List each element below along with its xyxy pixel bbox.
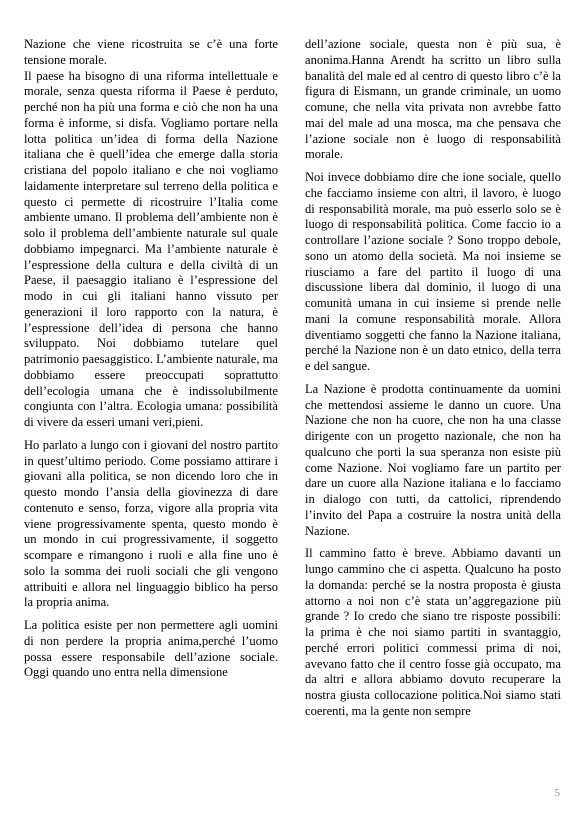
left-column (24, 37, 278, 681)
right-column (305, 37, 561, 720)
paragraph: Ho parlato a lungo con i giovani del nostro partito in quest’ultimo periodo. Come possiamo attirare i giovani alla politica, se non dicendo loro che in questo mondo l’ansia della giovinezza di dare contenuto e senso, forza, vigore alla propria vita viene progressivamente spenta, questo mondo è un mondo in cui progressivamente, il soggetto scompare e rimangono i ruoli e alla fine uno è solo la somma dei ruoli sociali che gli vengono attribuiti e allora nel linguaggio biblico ha perso la propria anima. (24, 437, 278, 610)
paragraph: Nazione che viene ricostruita se c’è una forte tensione morale. (24, 37, 278, 67)
paragraph: Il paese ha bisogno di una riforma intellettuale e morale, senza questa riforma il Paese è perduto, perché non ha più una forma e ciò che non ha una forma è informe, si disfa. Vogliamo portare nella lotta politica un’idea di forma della Nazione italiana che è quell’idea che emerge dalla storia cristiana del popolo italiano e che noi vogliamo laidamente interpretare sul terreno della politica e questo ci permette di ricostruire l’Italia come ambiente umano. Il problema dell’ambiente non è solo il problema dell’ambiente naturale sul quale dobbiamo impegnarci. Ma l’ambiente naturale è l’espressione della cultura e della civiltà di un Paese, il paesaggio italiano è l’espressione del modo in cui gli italiani hanno vissuto per generazioni il loro rapporto con la natura, è l’espressione dell’idea di persona che hanno sviluppato. Noi dobbiamo tutelare quel patrimonio paesaggistico. L’ambiente naturale, ma dobbiamo essere preoccupati soprattutto dell’ecologia umana che è indissolubilmente congiunta con l’altra. Ecologia umana: possibilità di vivere da esseri umani veri,pieni. (24, 68, 278, 429)
paragraph: Noi invece dobbiamo dire che ione sociale, quello che facciamo insieme con altri, il lavoro, è luogo di responsabilità morale, ma può esserlo solo se è luogo di responsabilità politica. Come faccio io a controllare l’azione sociale ? Sono troppo debole, sono un atomo della società. Ma noi insieme se riusciamo a fare del partito il luogo di una discussione libera dal dominio, il luogo di una comunità umana in cui insieme si prende nelle mani la comune responsabilità morale. Allora diventiamo soggetti che fanno la Nazione italiana, perché la Nazione non è un dato etnico, della terra e del sangue. (305, 170, 561, 373)
paragraph: La Nazione è prodotta continuamente da uomini che mettendosi assieme le danno un cuore. Una Nazione che non ha cuore, che non ha una classe dirigente con un progetto nazionale, che non ha qualcuno che porti la sua speranza non esiste più come Nazione. Noi vogliamo fare un partito per dare un cuore alla Nazione italiana e lo facciamo in dialogo con tutti, da cattolici, riprendendo l’invito del Papa a costruire la nostra unità della Nazione. (305, 381, 561, 538)
paragraph: Il cammino fatto è breve. Abbiamo davanti un lungo cammino che ci aspetta. Qualcuno ha posto la domanda: perché se la nostra proposta è giusta attorno a noi non c’è stata un’aggregazione più grande ? Io credo che siano tre risposte possibili: la prima è che noi siamo partiti in svantaggio, perché errori politici commessi prima di noi, avevano fatto che il centro fosse già occupato, ma da altri e allora abbiamo dovuto recuperare la nostra giusta collocazione politica.Noi siamo stati coerenti, ma la gente non sempre (305, 546, 561, 718)
paragraph: La politica esiste per non permettere agli uomini di non perdere la propria anima,perché l’uomo possa essere responsabile dell’azione sociale. Oggi quando uno entra nella dimensione (24, 618, 278, 680)
page-number: 5 (554, 787, 560, 799)
paragraph: dell’azione sociale, questa non è più sua, è anonima.Hanna Arendt ha scritto un libro sulla banalità del male ed al centro di questo libro c’è la figura di Eismann, un grande criminale, un uomo comune, che nella vita privata non avrebbe fatto mai del male ad una mosca, ma che pensava che l’azione sociale non è luogo di responsabilità morale. (305, 37, 561, 162)
